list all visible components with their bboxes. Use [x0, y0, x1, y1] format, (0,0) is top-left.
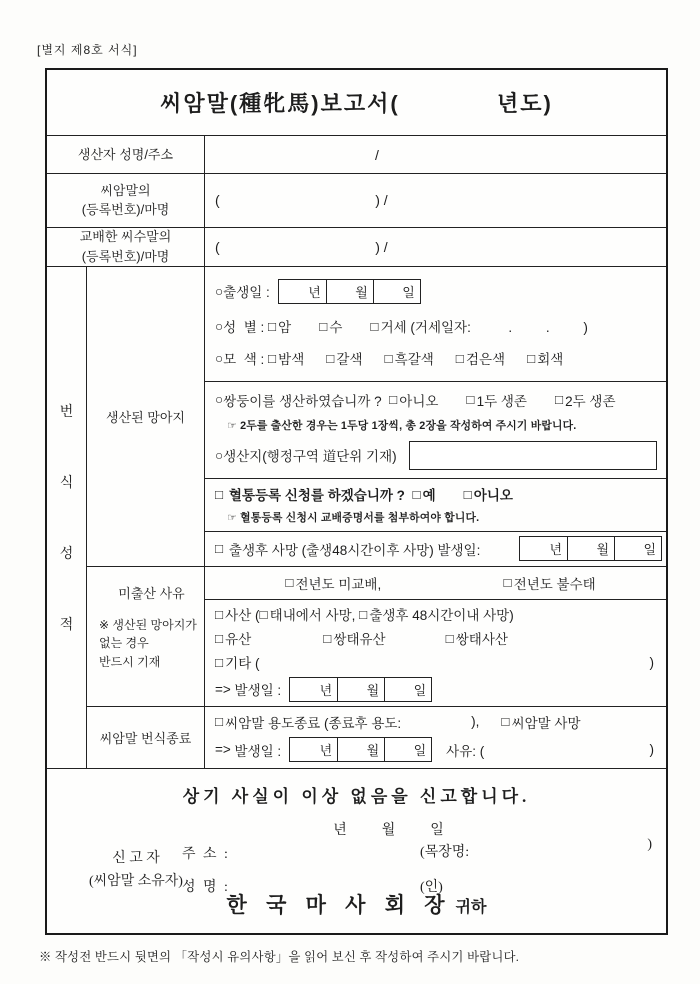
sire-row — [47, 227, 666, 266]
pointing-hand-icon: ☞ — [227, 419, 237, 432]
birthplace-line: ○ 생산지(행정구역 道단위 기재) — [215, 441, 666, 470]
checkbox-icon[interactable]: □ — [319, 318, 328, 334]
circle-bullet-icon: ○ — [215, 318, 224, 334]
breeding-record-section — [47, 266, 666, 768]
breeding-end-label: 씨암말 번식종료 — [87, 707, 205, 768]
year-cell[interactable]: 년 — [549, 542, 562, 558]
birthplace-input-box[interactable] — [409, 441, 657, 470]
twin-cell — [205, 381, 666, 478]
address-field[interactable]: 주 소 : — [182, 846, 230, 862]
producer-value: / — [375, 146, 379, 163]
checkbox-icon[interactable]: □ — [412, 486, 421, 502]
vertical-section-title: 번 식 성 적 — [47, 267, 87, 768]
producer-row — [47, 135, 666, 173]
checkbox-icon[interactable]: □ — [285, 575, 294, 591]
checkbox-icon[interactable]: □ — [554, 392, 564, 408]
pointing-hand-icon: ☞ — [227, 511, 237, 524]
checkbox-icon[interactable]: □ — [259, 606, 268, 622]
foal-death-date-box — [519, 536, 662, 561]
no-foal-section — [87, 566, 666, 706]
checkbox-icon[interactable]: □ — [463, 486, 472, 502]
report-form-table — [45, 68, 668, 935]
page-title: 씨암말(種牝馬)보고서( 년도) — [160, 91, 553, 117]
form-number-label: [별지 제8호 서식] — [37, 43, 138, 57]
end-occur-date-box — [289, 737, 432, 762]
name-field[interactable]: 성 명 : — [182, 879, 230, 895]
checkbox-icon[interactable]: □ — [268, 350, 277, 366]
circle-bullet-icon: ○ — [215, 392, 224, 408]
checkbox-icon[interactable]: □ — [503, 575, 512, 591]
arrow-icon: => — [215, 681, 231, 697]
checkbox-icon[interactable]: □ — [215, 541, 224, 557]
month-cell[interactable]: 월 — [337, 738, 384, 761]
etc-line: □ 기타 ( ) — [215, 654, 654, 672]
checkbox-icon[interactable]: □ — [359, 606, 368, 622]
coat-line: ○ 모 색 : □ 밤색 □ 갈색 □ 흑갈색 □ 검은색 □ 회색 — [215, 350, 564, 368]
birthdate-box — [278, 279, 421, 304]
reference-mark-icon: ※ — [99, 617, 110, 632]
foal-death-line: □ 출생후 사망 (출생48시간이후 사망) 발생일: — [215, 541, 481, 558]
checkbox-icon[interactable]: □ — [268, 318, 277, 334]
checkbox-icon[interactable]: □ — [323, 630, 332, 646]
day-cell[interactable]: 일 — [373, 280, 420, 303]
checkbox-icon[interactable]: □ — [215, 654, 224, 670]
breeding-end-section — [87, 706, 666, 768]
circle-bullet-icon: ○ — [215, 283, 224, 299]
checkbox-icon[interactable]: □ — [527, 350, 536, 366]
stillbirth-line: □ 사산 ( □ 태내에서 사망, □ 출생후 48시간이내 사망) — [215, 606, 514, 624]
checkbox-icon[interactable]: □ — [445, 630, 454, 646]
producer-field[interactable] — [205, 136, 666, 173]
declaration-date-line: 년 월 일 — [333, 822, 444, 838]
twin-question-line: ○ 쌍둥이를 생산하였습니까 ? □ 아니오 □ 1두 생존 □ 2두 생존 — [215, 392, 616, 409]
circle-bullet-icon: ○ — [215, 350, 224, 366]
circle-bullet-icon: ○ — [215, 447, 224, 463]
day-cell[interactable]: 일 — [614, 537, 661, 560]
sire-field[interactable] — [205, 228, 666, 266]
arrow-icon: => — [215, 742, 231, 758]
reporter-label: 신 고 자 (씨암말 소유자) — [89, 850, 183, 890]
abortion-line: □ 유산 □ 쌍태유산 □ 쌍태사산 — [215, 630, 508, 648]
day-cell[interactable]: 일 — [384, 678, 431, 701]
mare-field[interactable] — [205, 174, 666, 227]
footer-instruction-note: ※ 작성전 반드시 뒷면의 「작성시 유의사항」을 읽어 보신 후 작성하여 주시기 바랍니다. — [39, 950, 520, 964]
end-use-line: □ 씨암말 용도종료 (종료후 용도: ), □ 씨암말 사망 — [215, 714, 581, 731]
checkbox-icon[interactable]: □ — [215, 630, 224, 646]
foal-section — [87, 267, 666, 566]
recipient-line: 한 국 마 사 회 장 귀하 — [226, 893, 487, 917]
no-foal-occur-line: => 발생일 : 년 월 일 — [215, 677, 666, 702]
producer-label: 생산자 성명/주소 — [47, 136, 205, 173]
month-cell[interactable]: 월 — [337, 678, 384, 701]
end-occur-line: => 발생일 : 년 월 일 사유: ( ) — [215, 737, 666, 762]
checkbox-icon[interactable]: □ — [389, 392, 398, 408]
prev-year-cell: □ 전년도 미교배, □ 전년도 불수태 — [285, 575, 596, 592]
pedigree-note-line: ☞ 혈통등록 신청시 교배증명서를 첨부하여야 합니다. — [227, 511, 480, 524]
day-cell[interactable]: 일 — [384, 738, 431, 761]
breeding-end-cell — [205, 707, 666, 768]
checkbox-icon[interactable]: □ — [215, 606, 224, 622]
month-cell[interactable]: 월 — [567, 537, 614, 560]
pedigree-cell — [205, 478, 666, 531]
farm-name-field[interactable]: (목장명: — [420, 844, 470, 860]
twin-note-line: ☞ 2두를 출산한 경우는 1두당 1장씩, 총 2장을 작성하여 주시기 바랍니다. — [227, 419, 577, 432]
checkbox-icon[interactable]: □ — [466, 392, 475, 408]
no-foal-reasons-cell — [205, 599, 666, 705]
foal-death-cell — [205, 531, 666, 566]
declaration-statement: 상기 사실이 이상 없음을 신고합니다. — [182, 786, 531, 806]
title-row — [47, 70, 666, 135]
checkbox-icon[interactable]: □ — [501, 714, 510, 730]
no-foal-section-label: 미출산 사유 ※ 생산된 망아지가 없는 경우 반드시 기재 — [87, 567, 205, 706]
foal-basic-cell — [205, 267, 666, 381]
year-cell[interactable]: 년 — [308, 284, 321, 300]
checkbox-icon[interactable]: □ — [455, 350, 464, 366]
mare-label: 씨암말의 (등록번호)/마명 — [47, 174, 205, 227]
checkbox-icon[interactable]: □ — [326, 350, 335, 366]
checkbox-icon[interactable]: □ — [384, 350, 393, 366]
month-cell[interactable]: 월 — [326, 280, 373, 303]
no-foal-occur-date-box — [289, 677, 432, 702]
checkbox-icon[interactable]: □ — [215, 714, 224, 730]
farm-name-close-paren: ) — [647, 836, 652, 852]
sire-value: ( ) / — [215, 238, 388, 255]
year-cell[interactable]: 년 — [319, 743, 333, 759]
sire-label: 교배한 씨수말의 (등록번호)/마명 — [47, 228, 205, 266]
year-cell[interactable]: 년 — [319, 682, 333, 698]
declaration-section — [47, 768, 666, 933]
checkbox-icon[interactable]: □ — [215, 486, 224, 502]
mare-value: ( ) / — [215, 192, 388, 209]
mare-row — [47, 173, 666, 227]
birthdate-line: ○ 출생일 : 년 월 일 — [215, 279, 666, 304]
pedigree-question-line: □ 혈통등록 신청를 하겠습니까 ? □ 예 □ 아니오 — [215, 486, 513, 504]
seal-mark: (인) — [420, 879, 443, 895]
foal-section-label: 생산된 망아지 — [87, 267, 205, 566]
checkbox-icon[interactable]: □ — [370, 318, 379, 334]
sex-line: ○ 성 별 : □ 암 □ 수 □ 거세 (거세일자: . . ) — [215, 318, 588, 336]
